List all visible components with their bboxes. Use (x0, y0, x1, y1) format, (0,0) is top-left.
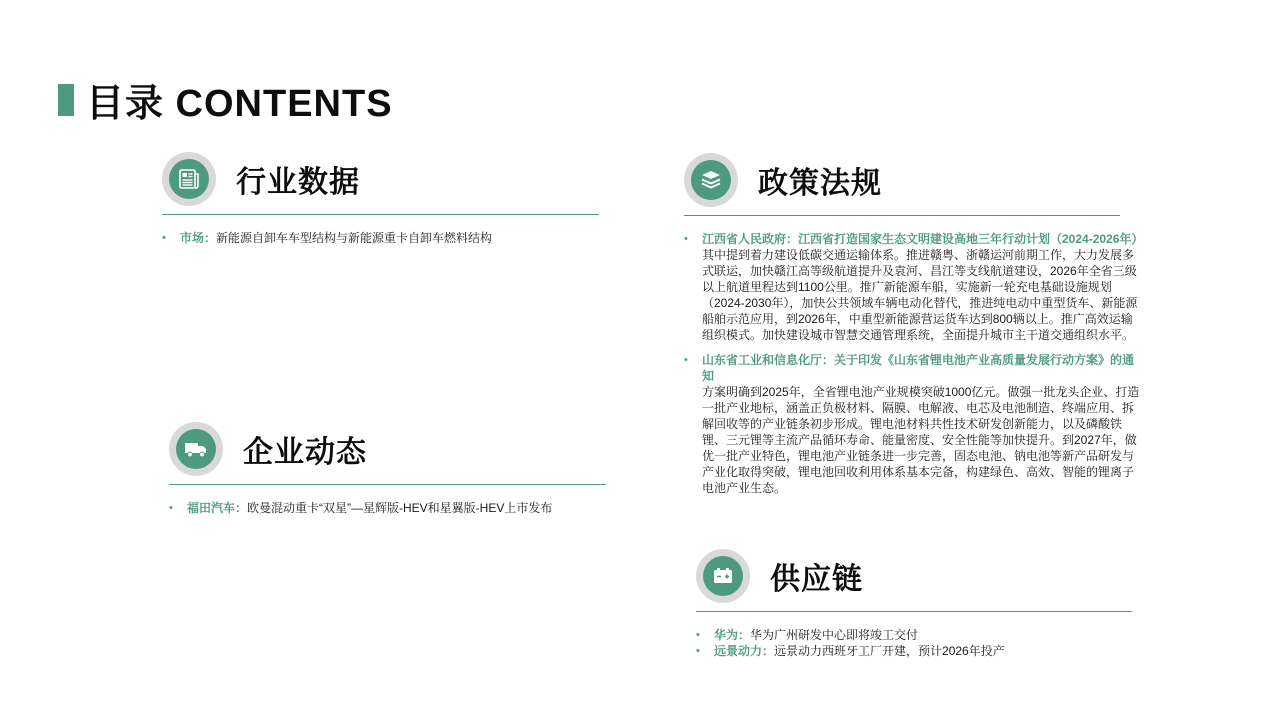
bullet-list (169, 500, 606, 516)
bullet-list (696, 627, 1132, 659)
bullet-list (162, 230, 599, 246)
truck-icon (169, 422, 223, 476)
section-title: 政策法规 (758, 167, 882, 200)
section-industry (162, 152, 599, 246)
list-item (169, 500, 606, 516)
item-text: 华为广州研发中心即将竣工交付 (750, 628, 919, 642)
section-title: 企业动态 (243, 436, 367, 469)
section-policy (684, 153, 1144, 496)
section-header (696, 549, 1132, 603)
section-supply (696, 549, 1132, 659)
page-title: 目录 CONTENTS (86, 83, 393, 125)
item-text: 新能源自卸车车型结构与新能源重卡自卸车燃料结构 (216, 231, 493, 245)
item-label: 远景动力： (714, 644, 775, 658)
list-item (696, 643, 1132, 659)
title-accent-bar (58, 84, 74, 116)
page-title-block (58, 72, 393, 127)
item-text: 远景动力西班牙工厂开建，预计2026年投产 (774, 644, 1005, 658)
item-label: 福田汽车： (187, 501, 248, 515)
list-item (684, 352, 1140, 496)
battery-icon (696, 549, 750, 603)
item-label: 山东省工业和信息化厅：关于印发《山东省锂电池产业高质量发展行动方案》的通知 (702, 353, 1135, 383)
item-label: 市场： (180, 231, 217, 245)
section-divider (684, 215, 1120, 216)
section-title: 供应链 (770, 563, 863, 596)
item-label: 江西省人民政府：江西省打造国家生态文明建设高地三年行动计划（2024-2026年） (702, 232, 1144, 246)
section-divider (169, 484, 606, 485)
list-item (684, 231, 1144, 343)
item-body: 其中提到着力建设低碳交通运输体系。推进赣粤、浙赣运河前期工作，大力发展多式联运，加快赣江高等级航道提升及袁河、昌江等支线航道建设，2026年全省三级以上航道里程达到1100公里。推广新能源车船，实施新一轮充电基础设施规划（2024-2030年），加快公共领域车辆电动化替代，推进纯电动中重型货车、新能源船舶示范应用，到2026年，中重型新能源营运货车达到800辆以上。推广高效运输组织模式。加快建设城市智慧交通管理系统，全面提升城市主干道交通组织水平。 (702, 248, 1138, 342)
section-divider (696, 611, 1132, 612)
list-item (696, 627, 1132, 643)
section-enterprise (169, 422, 606, 516)
item-text: 欧曼混动重卡“双星”—星辉版-HEV和星翼版-HEV上市发布 (247, 501, 553, 515)
list-item (162, 230, 599, 246)
layers-icon (684, 153, 738, 207)
section-header (169, 422, 606, 476)
section-divider (162, 214, 599, 215)
item-body: 方案明确到2025年，全省锂电池产业规模突破1000亿元。做强一批龙头企业、打造一批产业地标，涵盖正负极材料、隔膜、电解液、电芯及电池制造、终端应用、拆解回收等的产业链条初步形成。锂电池材料共性技术研发创新能力，以及磷酸铁锂、三元锂等主流产品循环寿命、能量密度、安全性能等加快提升。到2027年，做优一批产业特色，锂电池产业链条进一步完善，固态电池、钠电池等新产品研发与产业化取得突破，锂电池回收利用体系基本完备，构建绿色、高效、智能的锂离子电池产业生态。 (702, 385, 1140, 495)
section-title: 行业数据 (236, 166, 360, 199)
newspaper-icon (162, 152, 216, 206)
item-label: 华为： (714, 628, 751, 642)
bullet-list (684, 231, 1144, 496)
section-header (162, 152, 599, 206)
section-header (684, 153, 1120, 207)
